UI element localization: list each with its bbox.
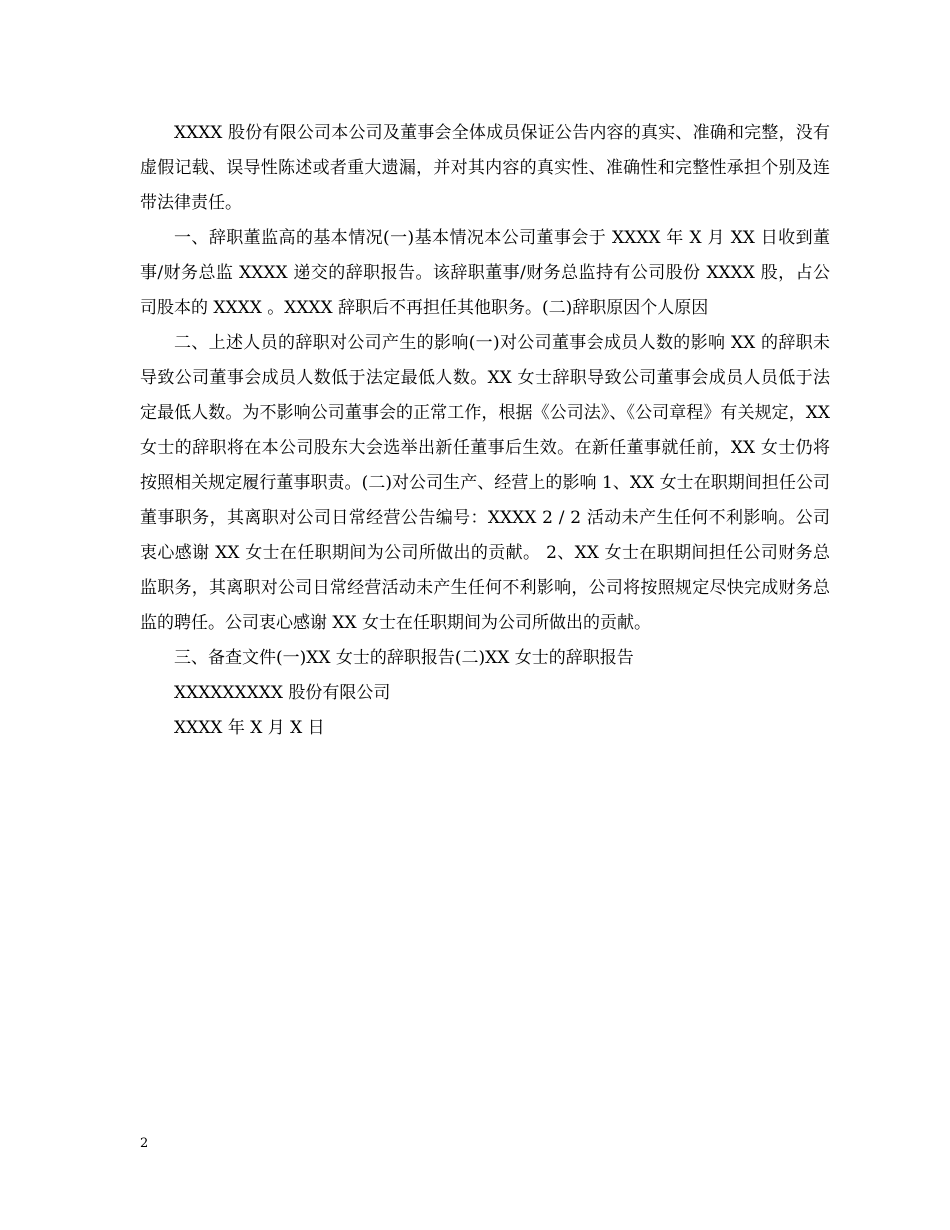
page-number: 2 <box>140 1136 149 1151</box>
date-line: XXXX 年 X 月 X 日 <box>174 718 325 738</box>
document-body <box>140 116 830 746</box>
paragraph-resignation-impact: 二、上述人员的辞职对公司产生的影响(一)对公司董事会成员人数的影响 XX 的辞职未导致公司董事会成员人数低于法定最低人数。XX 女士辞职导致公司董事会成员人员低于法定最低人数。为不影响公司董事会的正常工作，根据《公司法》、《公司章程》有关规定，XX 女士的辞职将在本公司股东大会选举出新任董事后生效。在新任董事就任前，XX 女士仍将按照相关规定履行董事职责。(二)对公司生产、经营上的影响 1、XX 女士在职期间担任公司董事职务，其离职对公司日常经营公告编号：XXXX 2 / 2 活动未产生任何不利影响。公司衷心感谢 XX 女士在任职期间为公司所做出的贡献。 2、XX 女士在职期间担任公司财务总监职务，其离职对公司日常经营活动未产生任何不利影响，公司将按照规定尽快完成财务总监的聘任。公司衷心感谢 XX 女士在任职期间为公司所做出的贡献。 <box>140 333 830 633</box>
company-signature: XXXXXXXXX 股份有限公司 <box>174 683 391 703</box>
paragraph-resignation-basic-info: 一、辞职董监高的基本情况(一)基本情况本公司董事会于 XXXX 年 X 月 XX 日收到董事/财务总监 XXXX 递交的辞职报告。该辞职董事/财务总监持有公司股份 XXXX 股，占公司股本的 XXXX 。XXXX 辞职后不再担任其他职务。(二)辞职原因个人原因 <box>140 228 830 318</box>
paragraph-disclaimer: XXXX 股份有限公司本公司及董事会全体成员保证公告内容的真实、准确和完整，没有虚假记载、误导性陈述或者重大遗漏，并对其内容的真实性、准确性和完整性承担个别及连带法律责任。 <box>140 123 830 213</box>
attachments-line: 三、备查文件(一)XX 女士的辞职报告(二)XX 女士的辞职报告 <box>174 648 634 668</box>
